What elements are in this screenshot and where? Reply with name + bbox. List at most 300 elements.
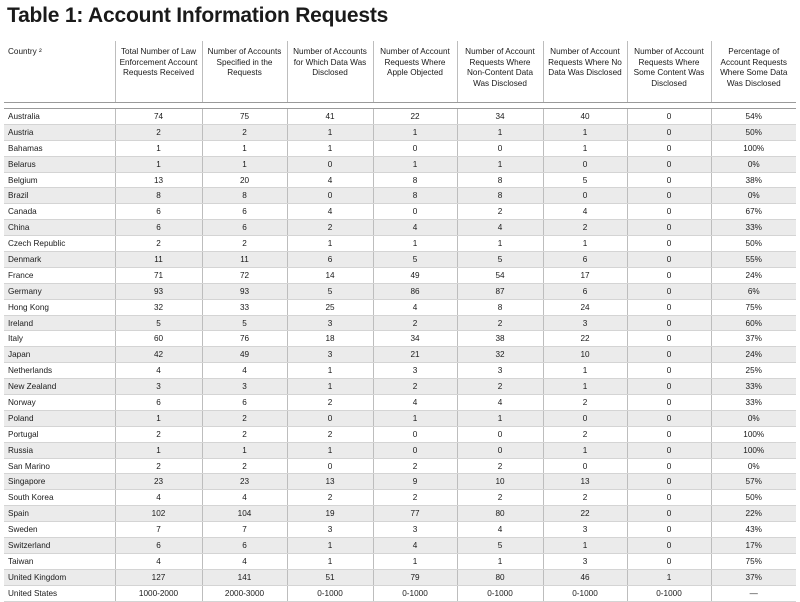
value-cell: 2 [115,426,202,442]
table-row [4,363,796,379]
value-cell: 3 [543,315,627,331]
value-cell: 5 [457,252,543,268]
value-cell: 1 [373,236,457,252]
value-cell: 0 [543,410,627,426]
value-cell: 0 [457,426,543,442]
value-cell: 55% [711,252,796,268]
value-cell: 4 [287,204,373,220]
value-cell: 0 [287,458,373,474]
value-cell: 2 [457,458,543,474]
table-row [4,458,796,474]
value-cell: 46 [543,569,627,585]
value-cell: 3 [543,553,627,569]
country-cell: Taiwan [4,553,115,569]
value-cell: 0 [627,522,711,538]
value-cell: 54% [711,109,796,125]
value-cell: 22% [711,506,796,522]
value-cell: 2 [202,426,287,442]
value-cell: 24% [711,267,796,283]
value-cell: 3 [287,315,373,331]
value-cell: 2 [543,426,627,442]
value-cell: 50% [711,124,796,140]
value-cell: 75 [202,109,287,125]
value-cell: 25 [287,299,373,315]
value-cell: 0 [627,474,711,490]
value-cell: 1 [457,124,543,140]
value-cell: 6 [202,395,287,411]
value-cell: 0 [627,204,711,220]
value-cell: 1 [287,379,373,395]
country-cell: China [4,220,115,236]
value-cell: 49 [373,267,457,283]
table-row [4,569,796,585]
value-cell: 80 [457,506,543,522]
header-non-content-disclosed: Number of Account Requests Where Non-Content Data Was Disclosed [457,41,543,103]
value-cell: 1 [115,442,202,458]
value-cell: 100% [711,140,796,156]
value-cell: 1 [115,410,202,426]
value-cell: 0 [627,331,711,347]
header-no-data-disclosed: Number of Account Requests Where No Data Was Disclosed [543,41,627,103]
value-cell: 0 [287,156,373,172]
value-cell: 4 [115,490,202,506]
value-cell: 4 [373,220,457,236]
value-cell: 3 [457,363,543,379]
value-cell: 0 [287,410,373,426]
value-cell: 37% [711,331,796,347]
table-row [4,140,796,156]
value-cell: 0 [373,140,457,156]
value-cell: 24 [543,299,627,315]
value-cell: 18 [287,331,373,347]
country-cell: Netherlands [4,363,115,379]
value-cell: 5 [457,538,543,554]
value-cell: 0 [627,188,711,204]
value-cell: 1 [287,538,373,554]
value-cell: 22 [543,506,627,522]
value-cell: 0% [711,188,796,204]
value-cell: 51 [287,569,373,585]
value-cell: 6 [543,283,627,299]
value-cell: 2 [202,410,287,426]
value-cell: 0 [627,124,711,140]
value-cell: 49 [202,347,287,363]
country-cell: France [4,267,115,283]
value-cell: 38% [711,172,796,188]
value-cell: 3 [115,379,202,395]
country-cell: Poland [4,410,115,426]
table-row [4,124,796,140]
value-cell: 22 [543,331,627,347]
value-cell: 4 [543,204,627,220]
value-cell: 1 [543,442,627,458]
value-cell: 141 [202,569,287,585]
value-cell: 0-1000 [373,585,457,601]
value-cell: 1 [202,140,287,156]
value-cell: 6 [543,252,627,268]
value-cell: 1 [202,156,287,172]
value-cell: 1 [287,442,373,458]
value-cell: 2 [457,379,543,395]
value-cell: 4 [202,363,287,379]
country-cell: United States [4,585,115,601]
value-cell: 34 [457,109,543,125]
country-cell: Australia [4,109,115,125]
value-cell: 87 [457,283,543,299]
value-cell: 2 [115,236,202,252]
table-row [4,490,796,506]
country-cell: San Marino [4,458,115,474]
value-cell: 1 [287,124,373,140]
value-cell: 0 [457,140,543,156]
value-cell: 1 [543,236,627,252]
value-cell: 77 [373,506,457,522]
table-row [4,395,796,411]
value-cell: 1 [373,553,457,569]
value-cell: 0 [627,553,711,569]
value-cell: 0 [287,188,373,204]
value-cell: 8 [457,172,543,188]
value-cell: 3 [373,363,457,379]
value-cell: 0% [711,156,796,172]
value-cell: 54 [457,267,543,283]
value-cell: 1 [287,553,373,569]
header-some-content-disclosed: Number of Account Requests Where Some Content Was Disclosed [627,41,711,103]
value-cell: 32 [457,347,543,363]
value-cell: 40 [543,109,627,125]
country-cell: Denmark [4,252,115,268]
value-cell: 3 [373,522,457,538]
table-row [4,522,796,538]
country-cell: South Korea [4,490,115,506]
value-cell: 1 [115,140,202,156]
value-cell: 1 [543,379,627,395]
value-cell: 8 [202,188,287,204]
value-cell: 0 [627,347,711,363]
value-cell: 4 [373,395,457,411]
value-cell: 1 [457,156,543,172]
country-cell: Russia [4,442,115,458]
country-cell: Austria [4,124,115,140]
country-cell: Spain [4,506,115,522]
value-cell: 24% [711,347,796,363]
country-cell: Singapore [4,474,115,490]
value-cell: 0 [373,204,457,220]
value-cell: 13 [115,172,202,188]
table-row [4,442,796,458]
value-cell: 0 [627,410,711,426]
table-row [4,252,796,268]
value-cell: 34 [373,331,457,347]
value-cell: 0 [627,236,711,252]
value-cell: 0 [627,283,711,299]
value-cell: 6% [711,283,796,299]
header-accounts-disclosed: Number of Accounts for Which Data Was Disclosed [287,41,373,103]
value-cell: 10 [543,347,627,363]
page-title: Table 1: Account Information Requests [7,4,389,27]
value-cell: 7 [115,522,202,538]
value-cell: 14 [287,267,373,283]
value-cell: 0-1000 [457,585,543,601]
country-cell: Belgium [4,172,115,188]
value-cell: 60% [711,315,796,331]
value-cell: 0 [627,490,711,506]
country-cell: Ireland [4,315,115,331]
country-cell: United Kingdom [4,569,115,585]
value-cell: 2 [115,124,202,140]
value-cell: 19 [287,506,373,522]
country-cell: Belarus [4,156,115,172]
value-cell: 0 [627,140,711,156]
value-cell: 41 [287,109,373,125]
value-cell: 2 [543,490,627,506]
value-cell: 2 [202,236,287,252]
table-row [4,267,796,283]
value-cell: 0 [627,156,711,172]
value-cell: 100% [711,442,796,458]
value-cell: 17 [543,267,627,283]
value-cell: 1 [543,538,627,554]
value-cell: 21 [373,347,457,363]
value-cell: 0 [627,379,711,395]
value-cell: 72 [202,267,287,283]
value-cell: 76 [202,331,287,347]
table-row [4,156,796,172]
country-cell: Sweden [4,522,115,538]
value-cell: 8 [115,188,202,204]
table-row [4,220,796,236]
value-cell: — [711,585,796,601]
value-cell: 2 [287,220,373,236]
value-cell: 6 [115,220,202,236]
value-cell: 4 [373,299,457,315]
value-cell: 7 [202,522,287,538]
value-cell: 1 [202,442,287,458]
value-cell: 4 [115,363,202,379]
table-row [4,283,796,299]
value-cell: 0 [457,442,543,458]
value-cell: 0 [627,458,711,474]
value-cell: 37% [711,569,796,585]
value-cell: 71 [115,267,202,283]
table-row [4,474,796,490]
value-cell: 75% [711,553,796,569]
value-cell: 11 [115,252,202,268]
value-cell: 1 [115,156,202,172]
table-row [4,379,796,395]
value-cell: 25% [711,363,796,379]
value-cell: 0 [627,109,711,125]
table-header-row [4,41,796,103]
value-cell: 4 [457,395,543,411]
account-requests-table [4,41,796,602]
value-cell: 2 [457,204,543,220]
value-cell: 1 [287,363,373,379]
value-cell: 0 [627,172,711,188]
country-cell: Italy [4,331,115,347]
value-cell: 2 [543,395,627,411]
value-cell: 0 [627,363,711,379]
value-cell: 6 [115,395,202,411]
value-cell: 0 [543,188,627,204]
value-cell: 23 [115,474,202,490]
value-cell: 1000-2000 [115,585,202,601]
value-cell: 33% [711,395,796,411]
value-cell: 0 [627,267,711,283]
table-row [4,172,796,188]
table-row [4,331,796,347]
table-row [4,538,796,554]
value-cell: 6 [202,220,287,236]
country-cell: Czech Republic [4,236,115,252]
value-cell: 93 [202,283,287,299]
table-row [4,410,796,426]
value-cell: 75% [711,299,796,315]
header-apple-objected: Number of Account Requests Where Apple Objected [373,41,457,103]
value-cell: 9 [373,474,457,490]
value-cell: 104 [202,506,287,522]
table-row [4,506,796,522]
value-cell: 2 [457,490,543,506]
value-cell: 50% [711,490,796,506]
value-cell: 60 [115,331,202,347]
value-cell: 32 [115,299,202,315]
country-cell: Hong Kong [4,299,115,315]
value-cell: 50% [711,236,796,252]
header-percentage-disclosed: Percentage of Account Requests Where Some Data Was Disclosed [711,41,796,103]
value-cell: 6 [202,538,287,554]
value-cell: 100% [711,426,796,442]
value-cell: 3 [287,522,373,538]
country-cell: Switzerland [4,538,115,554]
value-cell: 1 [373,410,457,426]
value-cell: 1 [543,363,627,379]
value-cell: 6 [115,538,202,554]
country-cell: Brazil [4,188,115,204]
country-cell: Norway [4,395,115,411]
value-cell: 17% [711,538,796,554]
country-cell: Germany [4,283,115,299]
value-cell: 0 [373,442,457,458]
value-cell: 10 [457,474,543,490]
value-cell: 1 [543,140,627,156]
value-cell: 0 [627,395,711,411]
value-cell: 13 [287,474,373,490]
country-cell: New Zealand [4,379,115,395]
value-cell: 80 [457,569,543,585]
value-cell: 4 [373,538,457,554]
value-cell: 8 [457,299,543,315]
value-cell: 86 [373,283,457,299]
value-cell: 4 [202,490,287,506]
value-cell: 42 [115,347,202,363]
value-cell: 0 [627,506,711,522]
table-row [4,236,796,252]
value-cell: 20 [202,172,287,188]
value-cell: 0-1000 [543,585,627,601]
value-cell: 2 [202,124,287,140]
value-cell: 6 [287,252,373,268]
value-cell: 127 [115,569,202,585]
value-cell: 5 [287,283,373,299]
value-cell: 0 [543,156,627,172]
value-cell: 33 [202,299,287,315]
table-row [4,426,796,442]
value-cell: 0 [627,252,711,268]
value-cell: 43% [711,522,796,538]
value-cell: 2 [373,458,457,474]
value-cell: 1 [627,569,711,585]
value-cell: 2 [287,426,373,442]
value-cell: 2 [373,315,457,331]
value-cell: 22 [373,109,457,125]
value-cell: 1 [287,236,373,252]
value-cell: 0-1000 [287,585,373,601]
header-country: Country ² [4,41,115,103]
value-cell: 8 [373,172,457,188]
value-cell: 5 [373,252,457,268]
country-cell: Japan [4,347,115,363]
value-cell: 33% [711,379,796,395]
table-row [4,188,796,204]
value-cell: 2 [543,220,627,236]
value-cell: 1 [373,124,457,140]
table-row [4,315,796,331]
table-row [4,347,796,363]
value-cell: 0% [711,410,796,426]
value-cell: 1 [287,140,373,156]
value-cell: 6 [202,204,287,220]
value-cell: 2 [202,458,287,474]
value-cell: 4 [457,522,543,538]
value-cell: 33% [711,220,796,236]
value-cell: 8 [373,188,457,204]
value-cell: 2 [287,395,373,411]
value-cell: 4 [202,553,287,569]
value-cell: 74 [115,109,202,125]
value-cell: 11 [202,252,287,268]
table-row [4,553,796,569]
country-cell: Portugal [4,426,115,442]
value-cell: 1 [457,410,543,426]
value-cell: 23 [202,474,287,490]
value-cell: 5 [202,315,287,331]
value-cell: 8 [457,188,543,204]
value-cell: 6 [115,204,202,220]
value-cell: 0 [627,299,711,315]
value-cell: 0-1000 [627,585,711,601]
country-cell: Canada [4,204,115,220]
value-cell: 2 [373,490,457,506]
value-cell: 3 [543,522,627,538]
value-cell: 2 [373,379,457,395]
value-cell: 5 [543,172,627,188]
value-cell: 2000-3000 [202,585,287,601]
value-cell: 0 [627,220,711,236]
value-cell: 13 [543,474,627,490]
value-cell: 2 [457,315,543,331]
value-cell: 1 [543,124,627,140]
table-row [4,299,796,315]
value-cell: 5 [115,315,202,331]
value-cell: 38 [457,331,543,347]
value-cell: 102 [115,506,202,522]
country-cell: Bahamas [4,140,115,156]
value-cell: 0 [627,442,711,458]
value-cell: 57% [711,474,796,490]
table-row [4,204,796,220]
value-cell: 1 [457,236,543,252]
